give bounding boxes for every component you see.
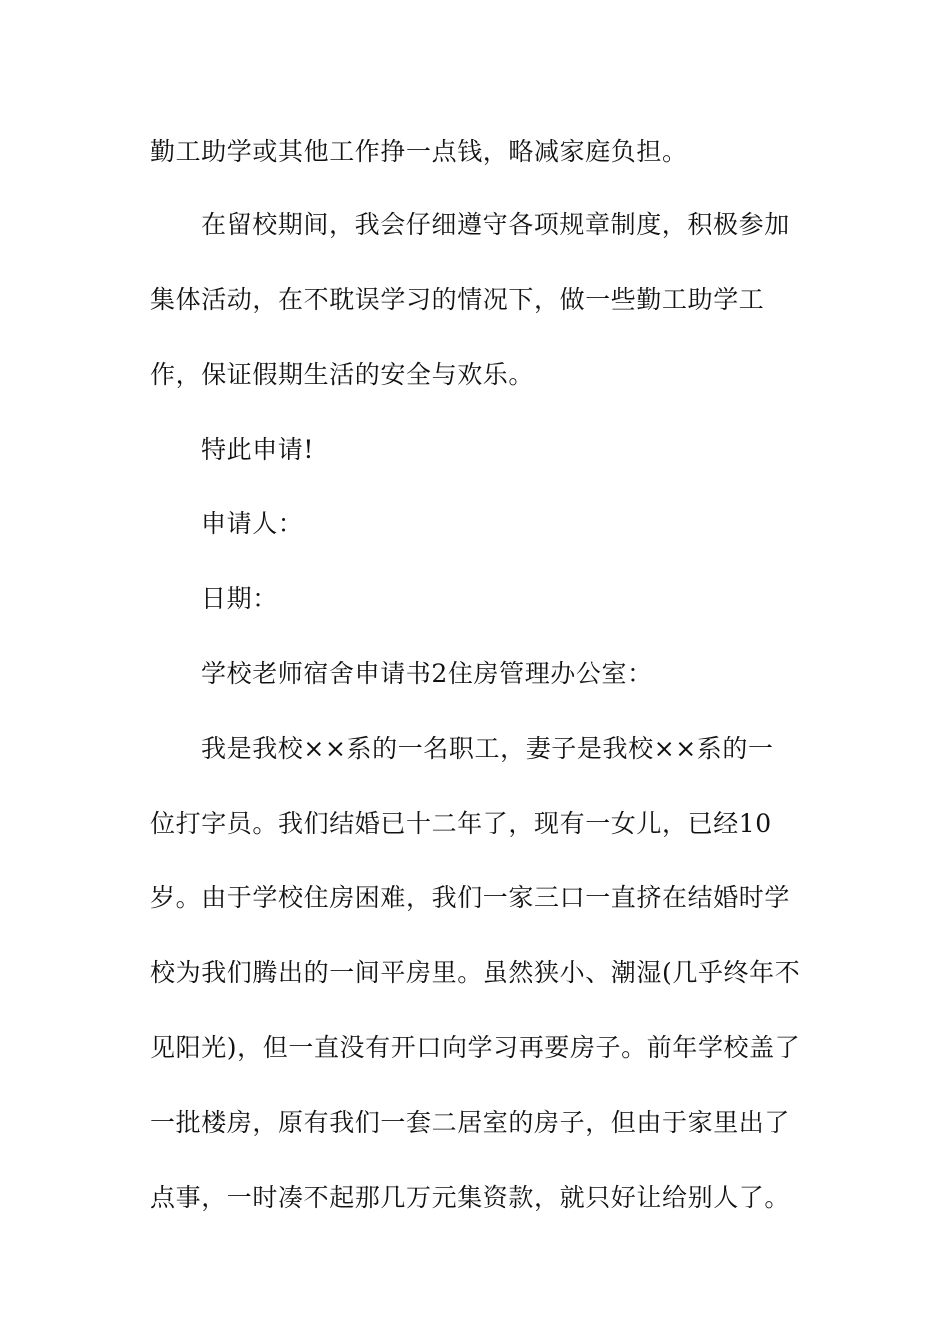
- paragraph-line: 我是我校××系的一名职工，妻子是我校××系的一: [201, 734, 774, 763]
- paragraph-line: 一批楼房，原有我们一套二居室的房子，但由于家里出了: [150, 1108, 791, 1137]
- section-heading: 学校老师宿舍申请书2住房管理办公室：: [201, 659, 653, 688]
- paragraph-line: 勤工助学或其他工作挣一点钱，略减家庭负担。: [150, 137, 688, 166]
- paragraph-line: 作，保证假期生活的安全与欢乐。: [150, 360, 535, 389]
- paragraph-line: 位打字员。我们结婚已十二年了，现有一女儿，已经10: [150, 809, 772, 838]
- applicant-label: 申请人：: [201, 509, 304, 538]
- date-label: 日期：: [201, 584, 278, 613]
- paragraph-line: 岁。由于学校住房困难，我们一家三口一直挤在结婚时学: [150, 883, 791, 912]
- paragraph-line: 见阳光)，但一直没有开口向学习再要房子。前年学校盖了: [150, 1033, 801, 1062]
- paragraph-line: 校为我们腾出的一间平房里。虽然狭小、潮湿(几乎终年不: [150, 958, 801, 987]
- paragraph-line: 点事，一时凑不起那几万元集资款，就只好让给别人了。: [150, 1183, 791, 1212]
- paragraph-line: 集体活动，在不耽误学习的情况下，做一些勤工助学工: [150, 285, 765, 314]
- closing-line: 特此申请!: [201, 435, 315, 464]
- paragraph-line: 在留校期间，我会仔细遵守各项规章制度，积极参加: [201, 210, 790, 239]
